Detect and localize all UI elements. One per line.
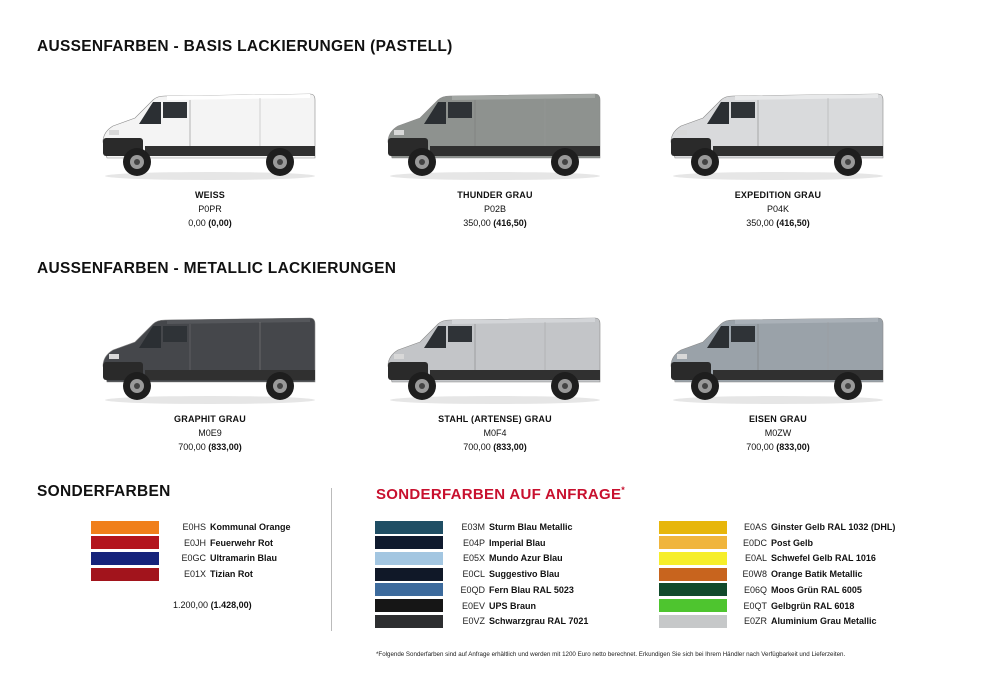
van-price: 350,00 (416,50) <box>746 218 810 228</box>
van-color-code: P0PR <box>198 204 222 214</box>
color-code: E0QT <box>743 600 767 611</box>
color-name: Schwarzgrau RAL 7021 <box>489 616 589 627</box>
color-code: E0HS <box>182 522 206 532</box>
color-swatch <box>91 521 159 534</box>
van-image <box>663 310 893 410</box>
anfrage-color-row <box>375 536 546 550</box>
van-card <box>95 310 325 452</box>
color-name: Moos Grün RAL 6005 <box>771 584 862 595</box>
color-name: Suggestivo Blau <box>489 569 560 580</box>
van-card <box>663 86 893 228</box>
van-price: 700,00 (833,00) <box>463 442 527 452</box>
color-name: Feuerwehr Rot <box>210 537 274 548</box>
van-color-name: EXPEDITION GRAU <box>734 190 822 200</box>
anfrage-color-row <box>659 551 876 565</box>
color-swatch <box>375 568 443 581</box>
color-code: E03M <box>461 522 485 532</box>
van-color-code: M0ZW <box>764 428 792 438</box>
color-swatch <box>375 552 443 565</box>
anfrage-color-row <box>659 599 854 613</box>
color-name: Kommunal Orange <box>210 522 291 532</box>
color-swatch <box>375 521 443 534</box>
color-swatch <box>375 599 443 612</box>
van-image <box>663 86 893 186</box>
color-swatch <box>91 536 159 549</box>
color-name: Imperial Blau <box>489 537 546 548</box>
anfrage-color-row <box>375 599 536 613</box>
van-image <box>380 86 610 186</box>
color-swatch <box>375 583 443 596</box>
van-card <box>95 86 325 228</box>
color-name: UPS Braun <box>489 600 537 611</box>
van-color-code: P02B <box>483 204 507 214</box>
anfrage-color-row <box>659 536 813 550</box>
color-code: E04P <box>462 537 485 548</box>
van-price: 350,00 (416,50) <box>463 218 527 228</box>
color-swatch <box>91 568 159 581</box>
color-code: E0AS <box>743 522 767 532</box>
color-code: E0CL <box>462 569 485 580</box>
van-price: 0,00 (0,00) <box>188 218 232 228</box>
van-color-name: THUNDER GRAU <box>457 190 533 200</box>
van-price: 700,00 (833,00) <box>746 442 810 452</box>
van-color-name: GRAPHIT GRAU <box>174 414 246 424</box>
van-image <box>380 310 610 410</box>
color-swatch <box>375 615 443 628</box>
color-name: Aluminium Grau Metallic <box>771 616 877 627</box>
column-divider <box>331 488 332 631</box>
van-image <box>95 310 325 410</box>
color-name: Tizian Rot <box>210 569 253 580</box>
color-code: E01X <box>183 569 206 580</box>
color-code: E0ZR <box>743 616 767 627</box>
color-swatch <box>659 599 727 612</box>
color-swatch <box>375 536 443 549</box>
van-color-name: WEISS <box>194 190 225 200</box>
metallic-section-title: AUSSENFARBEN - METALLIC LACKIERUNGEN <box>37 260 397 277</box>
color-name: Ginster Gelb RAL 1032 (DHL) <box>771 522 896 532</box>
color-swatch <box>659 536 727 549</box>
anfrage-section-title: SONDERFARBEN AUF ANFRAGE* <box>376 485 626 503</box>
sonder-color-row <box>91 536 273 550</box>
van-card <box>663 310 893 452</box>
color-swatch <box>659 568 727 581</box>
color-swatch <box>659 552 727 565</box>
color-name: Gelbgrün RAL 6018 <box>771 600 855 611</box>
color-swatch <box>659 615 727 628</box>
van-color-code: P04K <box>766 204 790 214</box>
van-card <box>380 86 610 228</box>
sonder-color-row <box>91 567 253 581</box>
color-code: E0DC <box>742 537 767 548</box>
color-code: E06Q <box>743 584 767 595</box>
van-image <box>95 86 325 186</box>
van-price: 700,00 (833,00) <box>178 442 242 452</box>
color-name: Schwefel Gelb RAL 1016 <box>771 553 876 564</box>
color-code: E0AL <box>744 553 767 564</box>
sonder-section-title: SONDERFARBEN <box>37 483 171 500</box>
van-color-code: M0E9 <box>198 428 222 438</box>
color-code: E0VZ <box>462 616 485 627</box>
color-name: Mundo Azur Blau <box>489 553 563 564</box>
anfrage-color-row <box>375 583 574 597</box>
anfrage-color-row <box>375 567 560 581</box>
anfrage-color-row <box>659 520 895 534</box>
sonder-color-row <box>91 520 291 534</box>
sonder-color-row <box>91 551 277 565</box>
van-card <box>380 310 610 452</box>
color-name: Fern Blau RAL 5023 <box>489 584 574 595</box>
van-color-name: EISEN GRAU <box>748 414 807 424</box>
van-color-name: STAHL (ARTENSE) GRAU <box>438 414 552 424</box>
color-name: Orange Batik Metallic <box>771 569 863 580</box>
anfrage-color-row <box>375 520 573 534</box>
anfrage-color-row <box>659 567 863 581</box>
van-color-code: M0F4 <box>483 428 507 438</box>
color-code: E0JH <box>183 537 206 548</box>
anfrage-color-row <box>659 614 877 628</box>
basis-section-title: AUSSENFARBEN - BASIS LACKIERUNGEN (PASTELL) <box>37 38 453 55</box>
anfrage-color-row <box>375 614 588 628</box>
color-code: E0EV <box>461 600 485 611</box>
color-name: Sturm Blau Metallic <box>489 522 573 532</box>
color-name: Ultramarin Blau <box>210 553 278 564</box>
color-code: E0GC <box>181 553 206 564</box>
color-name: Post Gelb <box>771 537 814 548</box>
color-code: E05X <box>462 553 485 564</box>
footnote: *Folgende Sonderfarben sind auf Anfrage erhältlich und werden mit 1200 Euro netto berechnet. Erkundigen Sie sich bei Ihrem Händler nach Verfügbarkeit und Lieferzeiten. <box>376 651 846 658</box>
anfrage-color-row <box>659 583 862 597</box>
color-code: E0QD <box>460 584 485 595</box>
color-swatch <box>659 521 727 534</box>
anfrage-color-row <box>375 551 563 565</box>
color-swatch <box>659 583 727 596</box>
footnote-marker: * <box>621 485 626 495</box>
color-code: E0W8 <box>742 569 767 580</box>
color-swatch <box>91 552 159 565</box>
sonder-price: 1.200,00 (1.428,00) <box>173 600 252 610</box>
